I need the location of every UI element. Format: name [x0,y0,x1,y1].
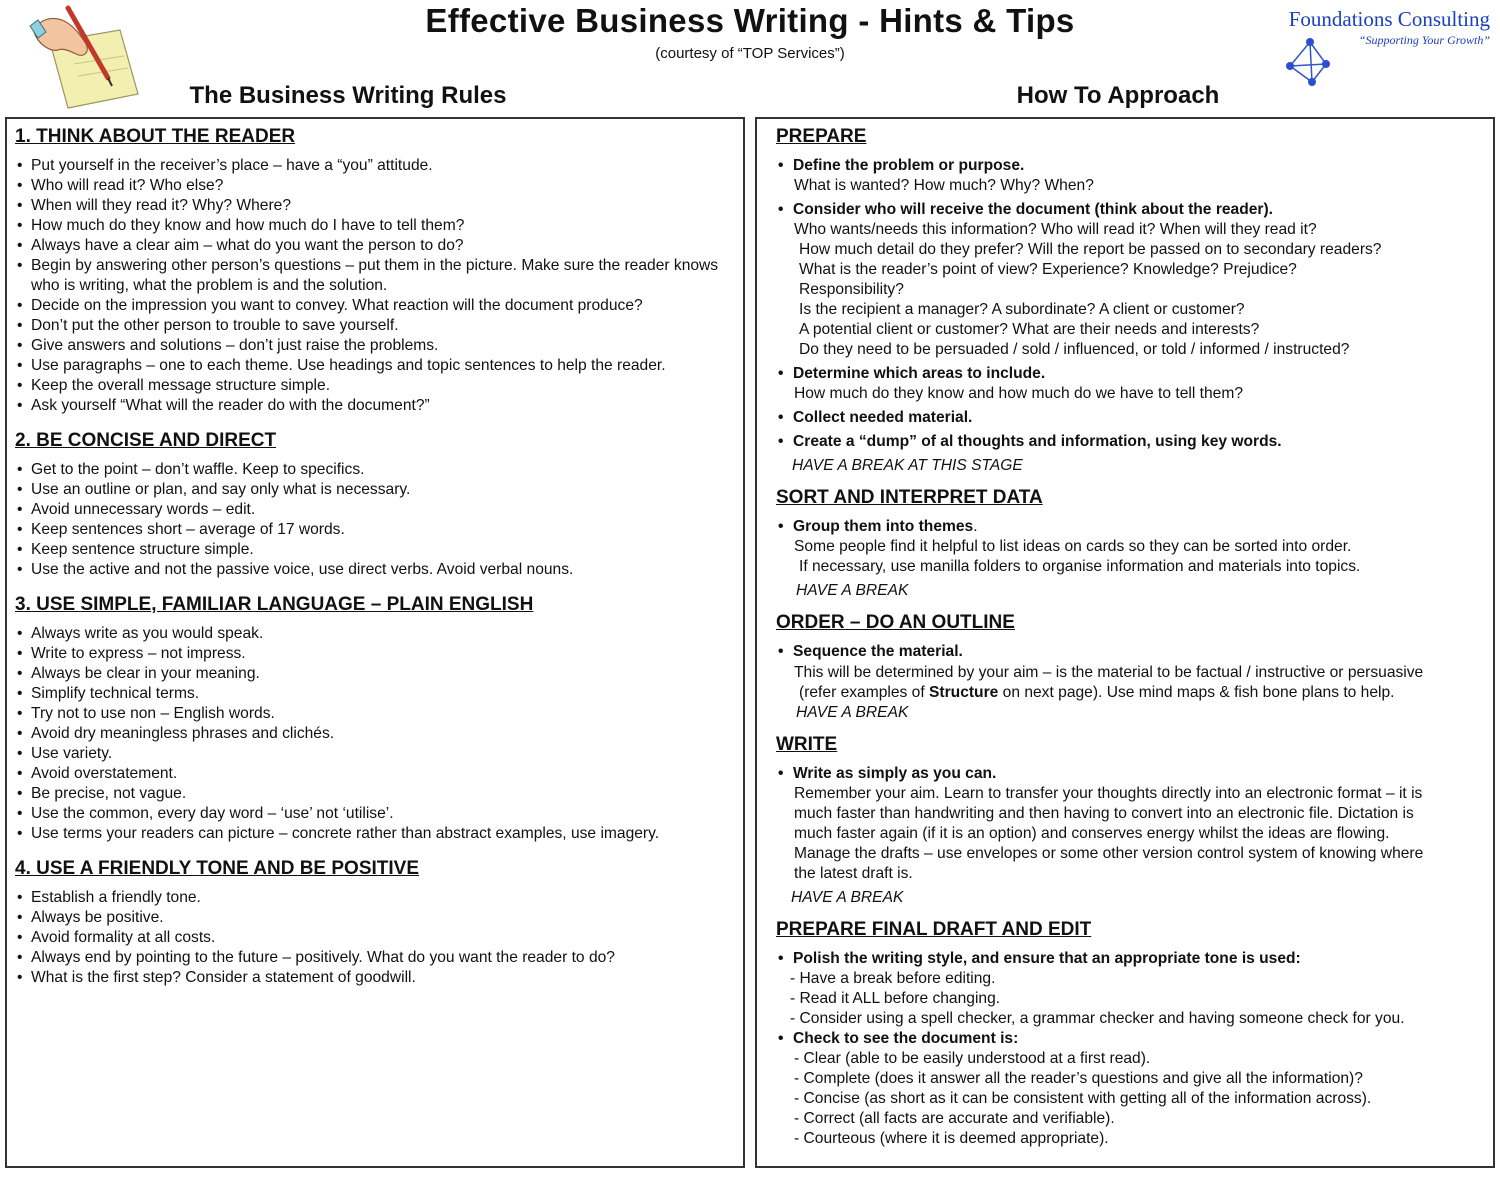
list-item: • Avoid unnecessary words – edit. [15,500,735,520]
section-heading: 1. THINK ABOUT THE READER [15,126,296,147]
list-item: • Always have a clear aim – what do you want the person to do? [15,236,735,256]
detail-line: Who wants/needs this information? Who will read it? When will they read it? [794,221,1317,238]
detail-line: Manage the drafts – use envelopes or some other version control system of knowing where [794,845,1424,862]
rules-section-3 [15,593,735,844]
detail-line: How much do they know and how much do we have to tell them? [794,385,1243,402]
list-item: • Who will read it? Who else? [15,176,735,196]
dash-item: - Read it ALL before changing. [790,990,1001,1007]
prepare-section [776,125,1483,476]
approach-panel [755,117,1495,1168]
order-section [776,611,1483,723]
bullet-heading: • Polish the writing style, and ensure that an appropriate tone is used: [776,949,1483,969]
list-item: • Always write as you would speak. [15,624,735,644]
bullet-heading [776,517,1483,537]
list-item [776,517,1483,577]
detail-line: the latest draft is. [794,865,913,882]
bullet-heading-end: . [973,518,978,535]
list-item: • Keep sentence structure simple. [15,540,735,560]
list-item: • Avoid formality at all costs. [15,928,735,948]
list-item: • Don’t put the other person to trouble to save yourself. [15,316,735,336]
list-item [776,764,1483,884]
write-section [776,733,1483,908]
list-item: • How much do they know and how much do I have to tell them? [15,216,735,236]
dash-item: - Have a break before editing. [790,970,996,987]
rules-panel [5,117,745,1168]
list-item: • Keep the overall message structure simple. [15,376,735,396]
list-item: • Establish a friendly tone. [15,888,735,908]
rules-section-4 [15,857,735,988]
detail-text: on next page). Use mind maps & fish bone plans to help. [998,684,1395,701]
bullet-heading: • Define the problem or purpose. [776,156,1483,176]
list-item [776,156,1483,196]
dash-item: - Consider using a spell checker, a grammar checker and having someone check for you. [790,1010,1405,1027]
list-item [776,642,1483,703]
list-item: • Be precise, not vague. [15,784,735,804]
right-column-title: How To Approach [1016,82,1220,109]
final-draft-section [776,918,1483,1149]
list-item [776,364,1483,404]
break-note: HAVE A BREAK [796,582,909,599]
list-item: • Give answers and solutions – don’t just raise the problems. [15,336,735,356]
detail-line: Remember your aim. Learn to transfer your thoughts directly into an electronic format – it is [794,785,1423,802]
rules-section-2 [15,429,735,580]
list-item: • Simplify technical terms. [15,684,735,704]
bullet-heading: • Create a “dump” of al thoughts and information, using key words. [776,432,1483,452]
list-item: • Use the common, every day word – ‘use’ not ‘utilise’. [15,804,735,824]
bullet-heading: • Write as simply as you can. [776,764,1483,784]
detail-line: What is wanted? How much? Why? When? [794,177,1094,194]
dash-item: - Correct (all facts are accurate and verifiable). [794,1110,1115,1127]
page-subtitle: (courtesy of “TOP Services”) [655,45,845,62]
list-item: • What is the first step? Consider a statement of goodwill. [15,968,735,988]
bullet-heading: • Collect needed material. [776,408,1483,428]
section-heading: 4. USE A FRIENDLY TONE AND BE POSITIVE [15,858,420,879]
detail-line: If necessary, use manilla folders to organise information and materials into topics. [799,558,1361,575]
section-heading: PREPARE [776,126,867,147]
list-item: • Write to express – not impress. [15,644,735,664]
break-note: HAVE A BREAK AT THIS STAGE [792,457,1023,474]
detail-line: Do they need to be persuaded / sold / influenced, or told / informed / instructed? [799,341,1350,358]
detail-line [776,683,1483,703]
section-heading: WRITE [776,734,838,755]
bullet-heading-text: Group them into themes [793,518,974,535]
section-heading: 3. USE SIMPLE, FAMILIAR LANGUAGE – PLAIN ENGLISH [15,594,534,615]
section-heading: SORT AND INTERPRET DATA [776,487,1043,508]
bullet-heading: • Check to see the document is: [776,1029,1483,1049]
list-item: • Use paragraphs – one to each theme. Use headings and topic sentences to help the reader. [15,356,735,376]
bullet-heading: • Sequence the material. [776,642,1483,662]
list-item: • Always be positive. [15,908,735,928]
detail-line: Responsibility? [799,281,904,298]
detail-line: Is the recipient a manager? A subordinate? A client or customer? [799,301,1245,318]
dash-item: - Concise (as short as it can be consistent with getting all of the information across). [794,1090,1372,1107]
structure-term: Structure [929,684,999,701]
detail-line: much faster again (if it is an option) and conserves energy whilst the ideas are flowing. [794,825,1390,842]
dash-item: - Complete (does it answer all the reader’s questions and give all the information)? [794,1070,1363,1087]
list-item: • Always be clear in your meaning. [15,664,735,684]
list-item: • When will they read it? Why? Where? [15,196,735,216]
list-item [776,1029,1483,1149]
detail-line: This will be determined by your aim – is the material to be factual / instructive or persuasive [794,664,1424,681]
dash-item: - Clear (able to be easily understood at a first read). [794,1050,1151,1067]
list-item: • Try not to use non – English words. [15,704,735,724]
list-item: • Keep sentences short – average of 17 words. [15,520,735,540]
detail-line: much faster than handwriting and then having to convert into an electronic file. Dictation is [794,805,1414,822]
brand-name: Foundations Consulting [1288,7,1490,31]
list-item: • Begin by answering other person’s questions – put them in the picture. Make sure the reader knows who is writing, what the problem is and the solution. [15,256,735,296]
rules-section-1 [15,125,735,416]
break-note: HAVE A BREAK [796,704,909,721]
list-item: • Use the active and not the passive voice, use direct verbs. Avoid verbal nouns. [15,560,735,580]
list-item: • Put yourself in the receiver’s place – have a “you” attitude. [15,156,735,176]
list-item [776,200,1483,360]
sort-section [776,486,1483,601]
detail-line: A potential client or customer? What are their needs and interests? [799,321,1260,338]
dash-item: - Courteous (where it is deemed appropriate). [794,1130,1109,1147]
list-item: • Avoid dry meaningless phrases and clichés. [15,724,735,744]
section-heading: PREPARE FINAL DRAFT AND EDIT [776,919,1092,940]
list-item [776,432,1483,452]
section-heading: 2. BE CONCISE AND DIRECT [15,430,277,451]
left-column-title: The Business Writing Rules [189,82,507,109]
page-title: Effective Business Writing - Hints & Tips [425,2,1075,39]
list-item: • Use terms your readers can picture – concrete rather than abstract examples, use imagery. [15,824,735,844]
detail-text: (refer examples of [799,684,929,701]
list-item: • Get to the point – don’t waffle. Keep to specifics. [15,460,735,480]
list-item: • Use variety. [15,744,735,764]
list-item: • Decide on the impression you want to convey. What reaction will the document produce? [15,296,735,316]
detail-line: How much detail do they prefer? Will the report be passed on to secondary readers? [799,241,1382,258]
bullet-heading: • Consider who will receive the document (think about the reader). [776,200,1483,220]
section-heading: ORDER – DO AN OUTLINE [776,612,1015,633]
list-item [776,949,1483,1029]
list-item [776,408,1483,428]
list-item: • Use an outline or plan, and say only what is necessary. [15,480,735,500]
list-item: • Avoid overstatement. [15,764,735,784]
detail-line: Some people find it helpful to list ideas on cards so they can be sorted into order. [794,538,1352,555]
break-note: HAVE A BREAK [791,889,904,906]
bullet-heading: • Determine which areas to include. [776,364,1483,384]
brand-tagline: “Supporting Your Growth” [1358,33,1490,47]
list-item: • Ask yourself “What will the reader do with the document?” [15,396,735,416]
list-item: • Always end by pointing to the future – positively. What do you want the reader to do? [15,948,735,968]
detail-line: What is the reader’s point of view? Experience? Knowledge? Prejudice? [799,261,1297,278]
